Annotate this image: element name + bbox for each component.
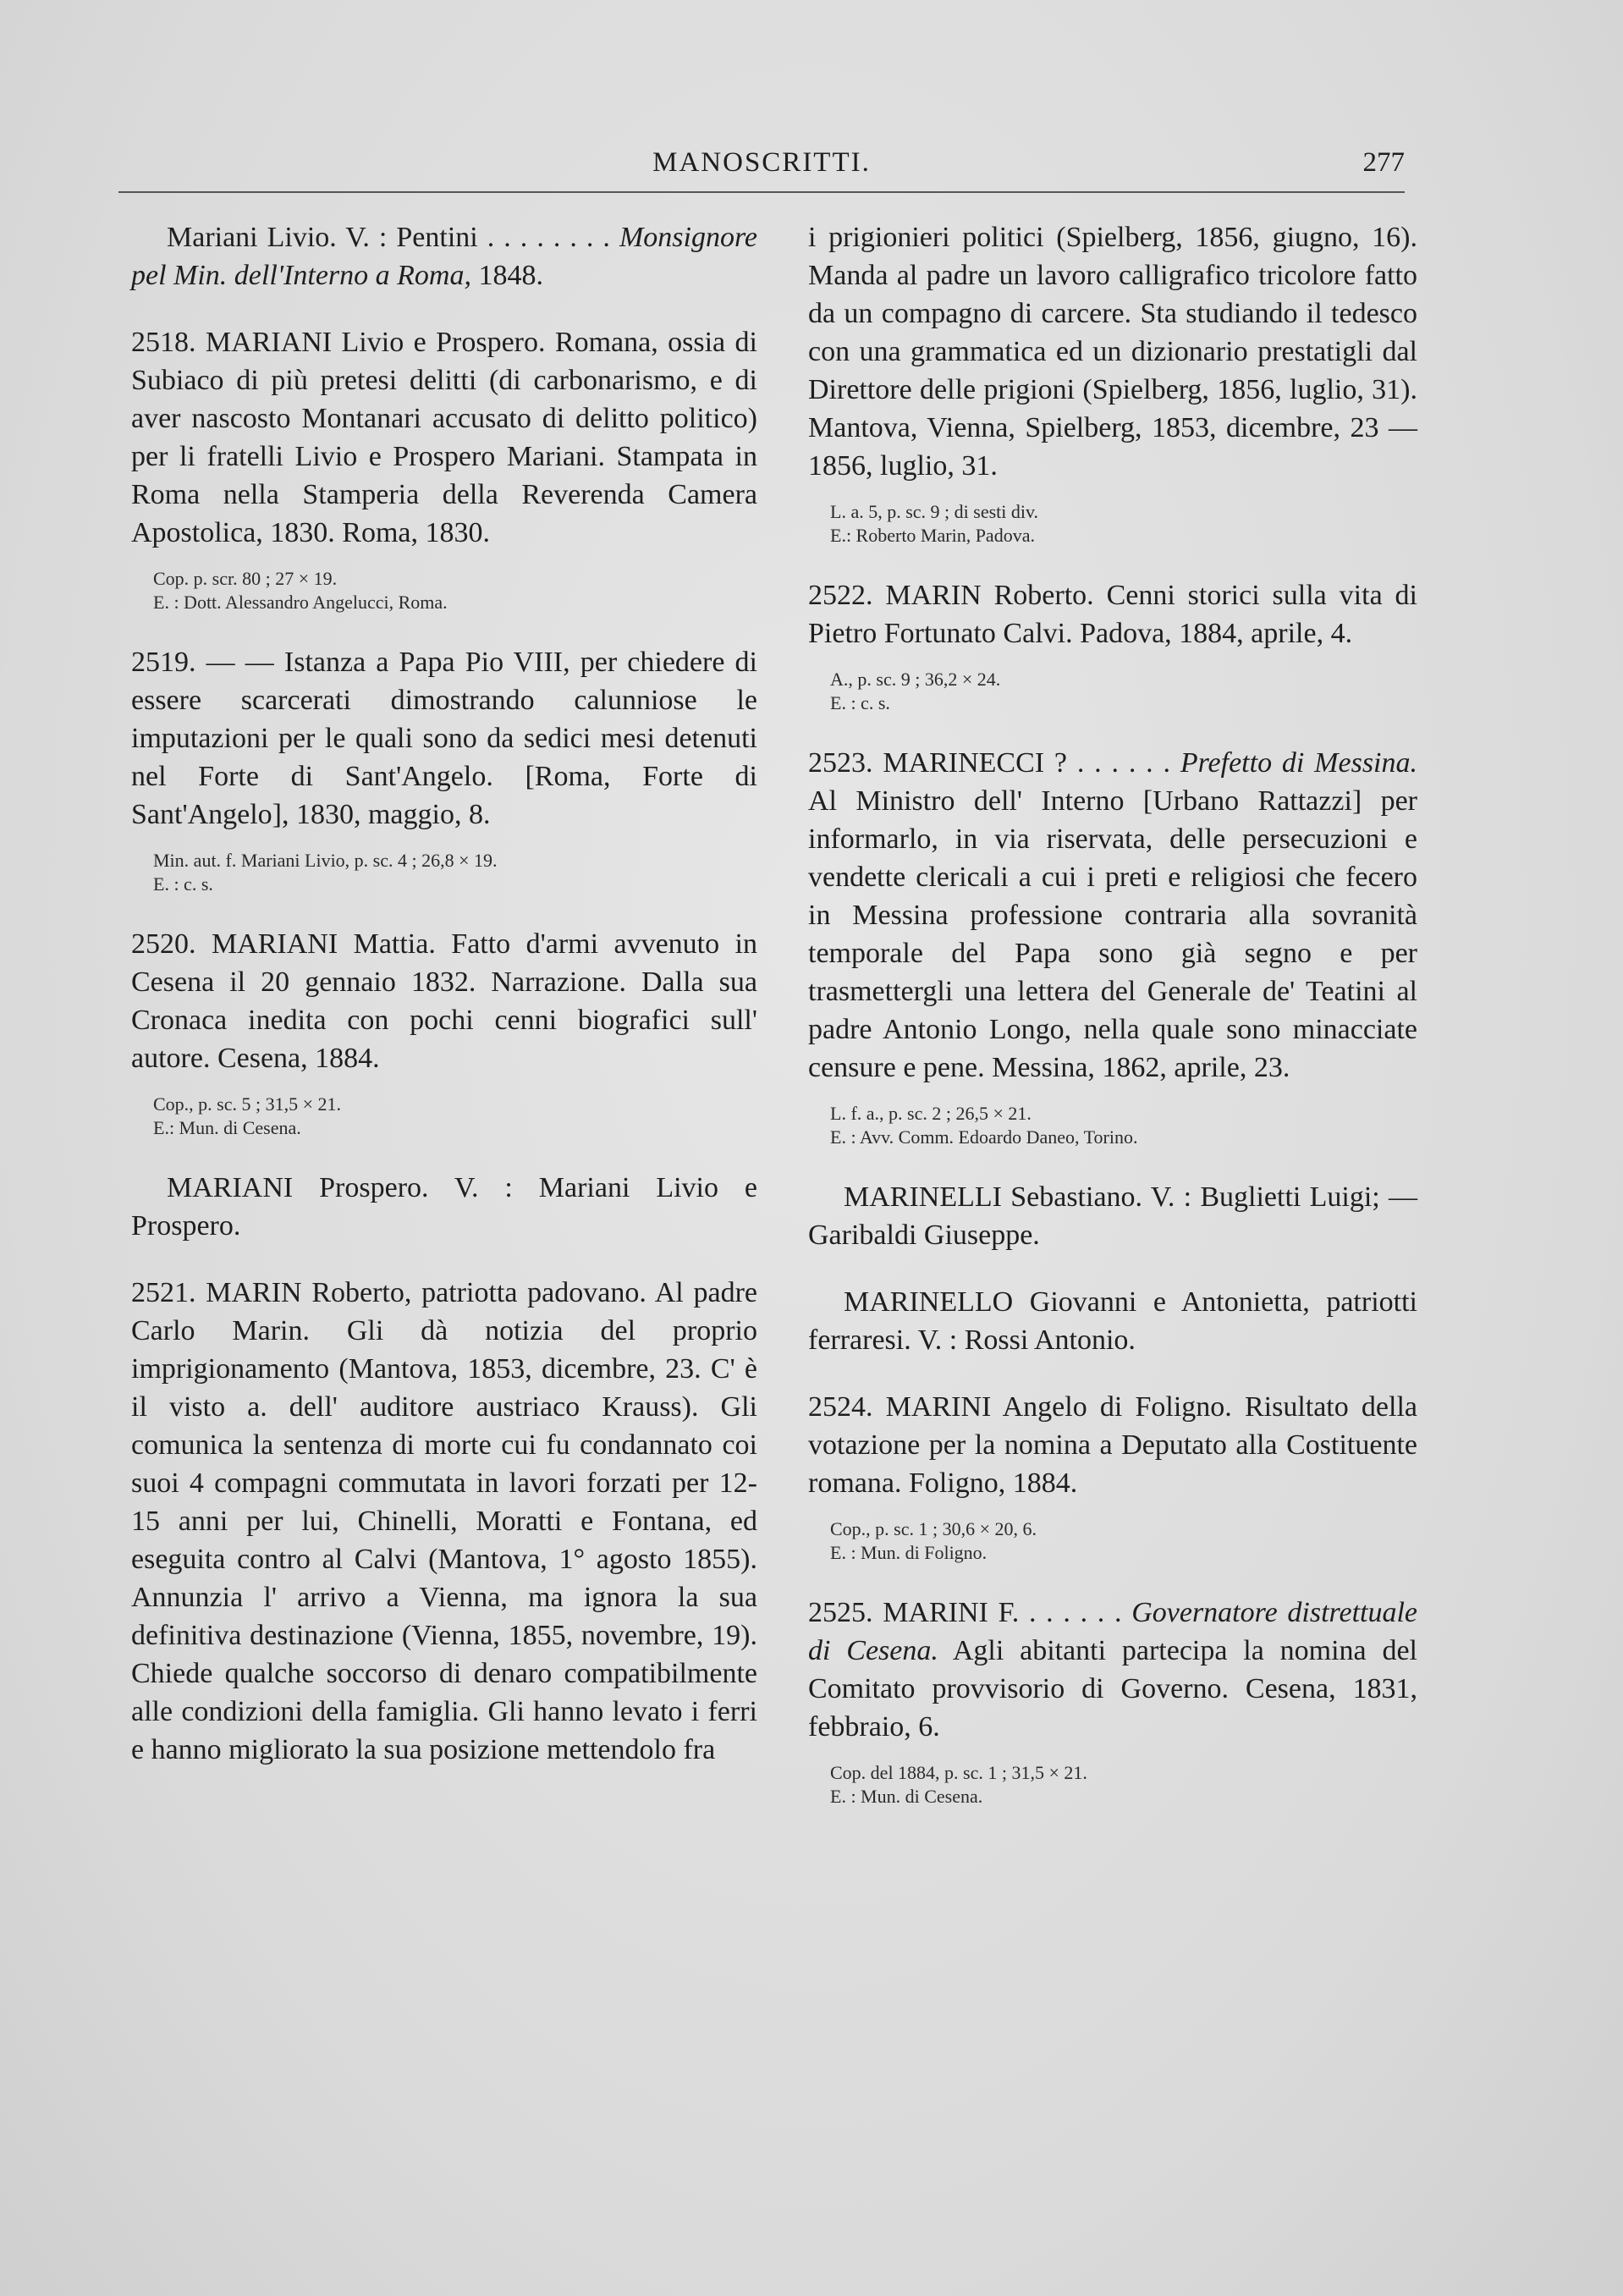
note-line: E. : Mun. di Foligno. [830,1542,988,1563]
entry-note [153,849,757,896]
entry-xref-marinello [808,1283,1417,1359]
entry-xref-mariani-prospero [131,1169,757,1245]
entry-text: Mariani Livio. V. : Pentini . . . . . . . . [167,222,610,253]
entry-xref-marinelli [808,1178,1417,1254]
page-title: MANOSCRITTI. [652,147,871,178]
entry-2521-continued [808,218,1417,548]
entry-note [830,1761,1417,1809]
right-column [808,218,1417,1837]
page-number: 277 [1362,147,1405,178]
note-line: E. : Mun. di Cesena. [830,1786,983,1807]
entry-2518 [131,323,757,614]
entry-2519 [131,643,757,896]
note-line: E. : c. s. [830,692,890,713]
entry-2524 [808,1388,1417,1565]
entry-note [153,1093,757,1140]
entry-text: MARINELLO Giovanni e Antonietta, patriotti ferraresi. V. : Rossi Antonio. [808,1286,1417,1356]
entry-text: 2522. MARIN Roberto. Cenni storici sulla vita di Pietro Fortunato Calvi. Padova, 1884, aprile, 4. [808,580,1417,649]
entry-2523 [808,744,1417,1149]
entry-2521 [131,1274,757,1769]
entry-italic: Prefetto di Messina. [1180,747,1417,779]
note-line: Cop. p. scr. 80 ; 27 × 19. [153,568,338,589]
entry-2522 [808,576,1417,715]
note-line: E.: Roberto Marin, Padova. [830,525,1035,546]
entry-2525 [808,1594,1417,1809]
note-line: Cop. del 1884, p. sc. 1 ; 31,5 × 21. [830,1762,1087,1783]
entry-note [830,1517,1417,1565]
entry-text-tail: 1848. [478,260,543,291]
note-line: E. : c. s. [153,873,213,895]
running-head [118,144,1405,195]
entry-xref-mariani-livio [131,218,757,295]
left-column [131,218,757,1798]
entry-note [830,668,1417,715]
entry-text: i prigionieri politici (Spielberg, 1856, giugno, 16). Manda al padre un lavoro calligrafico tricolore fatto da un compagno di carcere. Sta studiando il tedesco con una grammatica ed un dizionario prestatigli dal Direttore delle prigioni (Spielberg, 1856, luglio, 31). Mantova, Vienna, Spielberg, 1853, dicembre, 23 — 1856, luglio, 31. [808,222,1417,482]
entry-text: 2518. MARIANI Livio e Prospero. Romana, ossia di Subiaco di più pretesi delitti (di carbonarismo, e di aver nascosto Montanari accusato di delitto politico) per li fratelli Livio e Prospero Mariani. Stampata in Roma nella Stamperia della Reverenda Camera Apostolica, 1830. Roma, 1830. [131,327,757,548]
note-line: Cop., p. sc. 1 ; 30,6 × 20, 6. [830,1518,1037,1539]
entry-text: MARIANI Prospero. V. : Mariani Livio e Prospero. [131,1172,757,1242]
entry-text: Agli abitanti partecipa la nomina del Comitato provvisorio di Governo. Cesena, 1831, febbraio, 6. [808,1635,1417,1743]
entry-text: 2519. — — Istanza a Papa Pio VIII, per chiedere di essere scarcerati dimostrando calunniose le imputazioni per le quali sono da sedici mesi detenuti nel Forte di Sant'Angelo. [Roma, Forte di Sant'Angelo], 1830, maggio, 8. [131,647,757,830]
entry-text: 2521. MARIN Roberto, patriotta padovano. Al padre Carlo Marin. Gli dà notizia del proprio imprigionamento (Mantova, 1853, dicembre, 23. C' è il visto a. dell' auditore austriaco Krauss). Gli comunica la sentenza di morte cui fu condannato coi suoi 4 compagni commutata in lavori forzati per 12-15 anni per lui, Chinelli, Moratti e Fontana, ed eseguita contro al Calvi (Mantova, 1° agosto 1855). Annunzia l' arrivo a Vienna, ma ignora la sua definitiva destinazione (Vienna, 1855, novembre, 19). Chiede qualche soccorso di denaro compatibilmente alle condizioni della famiglia. Gli hanno levato i ferri e hanno migliorato la sua posizione mettendolo fra [131,1277,757,1765]
entry-italic: Monsignore pel Min. dell'Interno a Roma, [131,222,757,291]
entry-text: MARINELLI Sebastiano. V. : Buglietti Luigi; — Garibaldi Giuseppe. [808,1181,1417,1251]
entry-2520 [131,925,757,1140]
note-line: L. f. a., p. sc. 2 ; 26,5 × 21. [830,1103,1032,1124]
entry-text: Al Ministro dell' Interno [Urbano Rattazzi] per informarlo, in via riservata, delle persecuzioni e vendette clericali a cui i preti e religiosi che fecero in Messina professione contraria alla sovranità temporale del Papa sono già segno e per trasmettergli una lettera del Generale de' Teatini al padre Antonio Longo, nella quale sono minacciate censure e pene. Messina, 1862, aprile, 23. [808,785,1417,1083]
entry-text: 2524. MARINI Angelo di Foligno. Risultato della votazione per la nomina a Deputato alla Costituente romana. Foligno, 1884. [808,1391,1417,1499]
note-line: Min. aut. f. Mariani Livio, p. sc. 4 ; 26,8 × 19. [153,850,498,871]
entry-heading: 2523. MARINECCI ? . . . . . . [808,747,1170,779]
entry-note [153,567,757,614]
entry-heading: 2525. MARINI F. . . . . . . [808,1597,1122,1628]
note-line: E. : Dott. Alessandro Angelucci, Roma. [153,592,448,613]
note-line: L. a. 5, p. sc. 9 ; di sesti div. [830,501,1039,522]
entry-italic: Governatore distrettuale di Cesena. [808,1597,1418,1666]
note-line: Cop., p. sc. 5 ; 31,5 × 21. [153,1093,342,1115]
entry-note [830,500,1417,548]
entry-note [830,1102,1417,1149]
header-rule [118,191,1405,193]
note-line: E.: Mun. di Cesena. [153,1117,301,1138]
note-line: A., p. sc. 9 ; 36,2 × 24. [830,669,1001,690]
note-line: E. : Avv. Comm. Edoardo Daneo, Torino. [830,1126,1138,1148]
entry-text: 2520. MARIANI Mattia. Fatto d'armi avvenuto in Cesena il 20 gennaio 1832. Narrazione. Dalla sua Cronaca inedita con pochi cenni biografici sull' autore. Cesena, 1884. [131,928,757,1074]
